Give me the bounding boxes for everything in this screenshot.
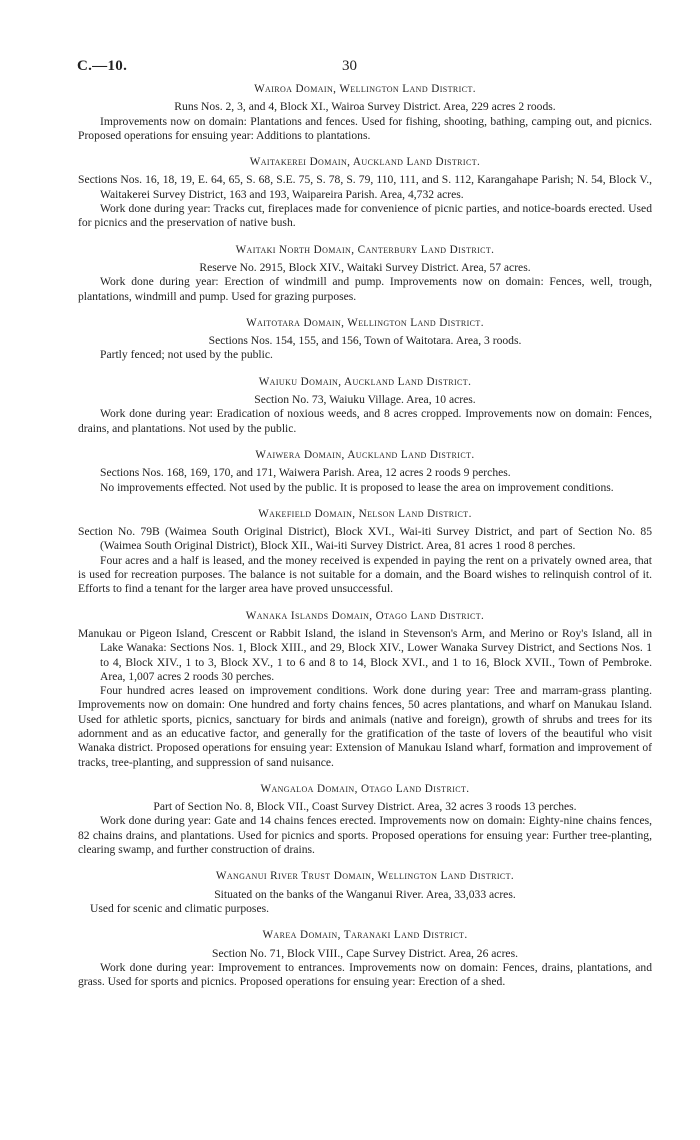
section-paragraph: No improvements effected. Not used by the public. It is proposed to lease the area on improvement conditions. — [100, 480, 614, 494]
section-paragraph: Work done during year: Improvement to entrances. Improvements now on domain: Fences, drains, plantations, and grass. Used for sports and picnics. Proposed operations for ensuing year: Erection of a shed. — [78, 960, 652, 989]
section-heading: Wangaloa Domain, Otago Land District. — [260, 782, 470, 795]
section-paragraph: Used for scenic and climatic purposes. — [90, 901, 270, 915]
section-heading: Warea Domain, Taranaki Land District. — [262, 929, 468, 942]
section-paragraph: Improvements now on domain: Plantations and fences. Used for fishing, shooting, bathing, camping out, and picnics. Proposed operations for ensuing year: Additions to plantations. — [78, 114, 652, 142]
section-paragraph: Four acres and a half is leased, and the money received is expended in paying the rent on a privately owned area, that is used for recreation purposes. The balance is not suitable for a domain, and the Board wishes to relinquish control of it. Efforts to find a tenant for the larger area have proved unsuccessful. — [78, 553, 652, 596]
section-paragraph: Sections Nos. 16, 18, 19, E. 64, 65, S. 68, S.E. 75, S. 78, S. 79, 110, 111, and S. 112, Karangahape Parish; N. 54, Block V., Waitakerei Survey District, 163 and 193, Waipareira Parish. Area, 4,732 acres. — [78, 173, 652, 201]
section-heading: Wairoa Domain, Wellington Land District. — [254, 83, 476, 95]
document-reference: C.—10. — [77, 58, 128, 74]
section-paragraph: Work done during year: Eradication of noxious weeds, and 8 acres cropped. Improvements now on domain: Fences, drains, and plantations. Not used by the public. — [78, 407, 652, 435]
section-heading: Wanaka Islands Domain, Otago Land District. — [245, 609, 485, 622]
section-paragraph: Work done during year: Erection of windmill and pump. Improvements now on domain: Fences, well, trough, plantations, windmill and pump. Used for grazing purposes. — [78, 275, 652, 303]
section-paragraph: Sections Nos. 168, 169, 170, and 171, Waiwera Parish. Area, 12 acres 2 roods 9 perches. — [100, 466, 511, 480]
section-paragraph: Work done during year: Gate and 14 chains fences erected. Improvements now on domain: Eighty-nine chains fences, 82 chains drains, and plantations. Used for picnics and sports. Proposed operations for ensuing year: Further tree-planting, clearing swamp, and further construction of drains. — [78, 814, 652, 857]
document-body — [78, 82, 652, 989]
section-heading: Waiwera Domain, Auckland Land District. — [255, 448, 475, 461]
section-heading: Wakefield Domain, Nelson Land District. — [258, 507, 472, 520]
section-paragraph: Reserve No. 2915, Block XIV., Waitaki Survey District. Area, 57 acres. — [199, 260, 531, 274]
section-paragraph: Four hundred acres leased on improvement conditions. Work done during year: Tree and marram-grass planting. Improvements now on domain: One hundred and forty chains fences, 50 acres plantations, and wharf on Manukau Island. Used for athletic sports, picnics, sanctuary for birds and animals (native and foreign), growth of shrubs and trees for its adornment and as an educative factor, and generally for the gratification of the taste of lovers of the beautiful who visit Wanaka district. Proposed operations for ensuing year: Extension of Manukau Island wharf, formation and improvement of tracks, tree-planting, and suppression of sand nuisance. — [78, 684, 652, 769]
section-paragraph: Sections Nos. 154, 155, and 156, Town of Waitotara. Area, 3 roods. — [208, 334, 522, 348]
section-heading: Waitotara Domain, Wellington Land District. — [246, 316, 484, 329]
section-heading: Waitaki North Domain, Canterbury Land District. — [235, 243, 495, 256]
section-paragraph: Manukau or Pigeon Island, Crescent or Rabbit Island, the island in Stevenson's Arm, and Merino or Roy's Island, all in Lake Wanaka: Sections Nos. 1, Block XIII., and 29, Block XIV., Lower Wanaka Survey District, and Sections Nos. 1 to 4, Block XIV., 1 to 3, Block XV., 1 to 6 and 8 to 14, Block XVI., and 1 to 16, Block XVII., Town of Pembroke. Area, 1,007 acres 2 roods 30 perches. — [78, 626, 652, 683]
section-paragraph: Section No. 79B (Waimea South Original District), Block XVI., Wai-iti Survey District, and part of Section No. 85 (Waimea South Original District), Block XII., Wai-iti Survey District. Area, 81 acres 1 rood 8 perches. — [78, 525, 652, 553]
section-paragraph: Partly fenced; not used by the public. — [100, 348, 273, 362]
section-paragraph: Section No. 71, Block VIII., Cape Survey District. Area, 26 acres. — [212, 946, 518, 960]
page-number: 30 — [342, 58, 357, 74]
section-heading: Waiuku Domain, Auckland Land District. — [258, 375, 472, 388]
section-heading: Wanganui River Trust Domain, Wellington Land District. — [215, 870, 515, 883]
section-paragraph: Part of Section No. 8, Block VII., Coast Survey District. Area, 32 acres 3 roods 13 perches. — [153, 800, 577, 814]
section-paragraph: Work done during year: Tracks cut, fireplaces made for convenience of picnic parties, and notice-boards erected. Used for picnics and the preservation of native bush. — [78, 202, 652, 230]
section-heading: Waitakerei Domain, Auckland Land District. — [249, 156, 481, 169]
section-paragraph: Runs Nos. 2, 3, and 4, Block XI., Wairoa Survey District. Area, 229 acres 2 roods. — [174, 100, 556, 114]
section-paragraph: Situated on the banks of the Wanganui River. Area, 33,033 acres. — [214, 887, 516, 901]
section-paragraph: Section No. 73, Waiuku Village. Area, 10 acres. — [254, 393, 476, 407]
